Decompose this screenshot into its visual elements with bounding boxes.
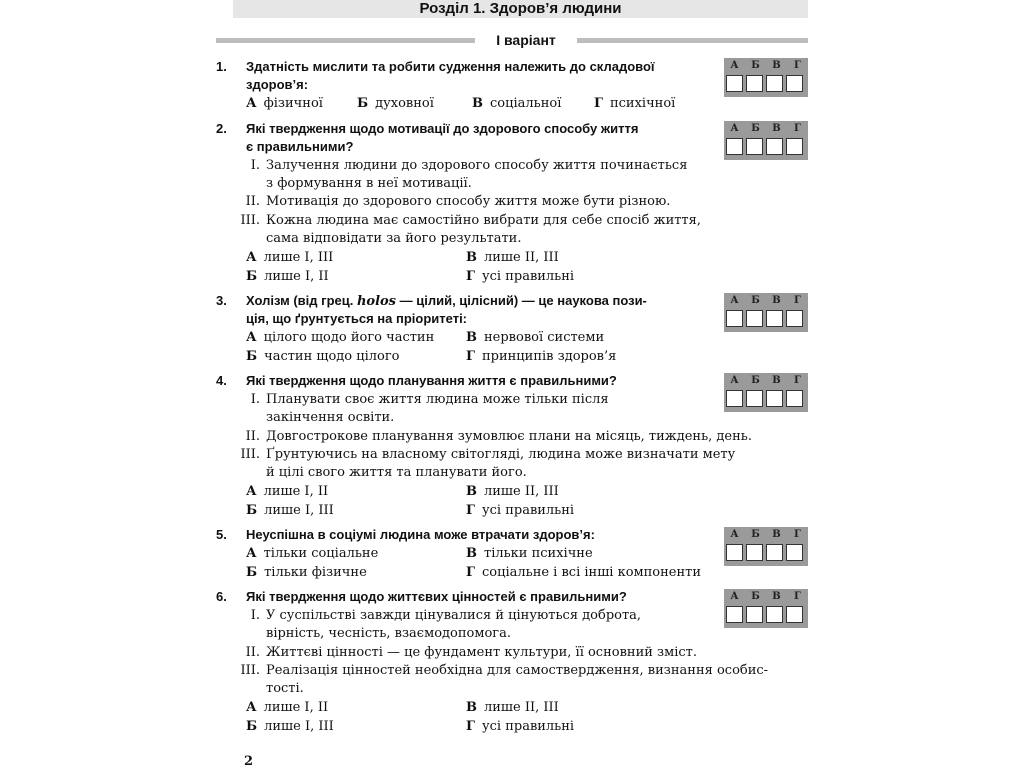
option: А фізичної [246,96,323,111]
answer-box-b[interactable] [746,310,763,327]
statement-line: тості. [266,681,304,696]
option: Г усі правильні [466,719,575,734]
statement-line: Життєві цінності — це фундамент культури, її основний зміст. [266,645,697,660]
statement-numeral: ІІІ. [240,663,260,678]
option: А цілого щодо його частин [246,330,435,345]
statement-line: Кожна людина має самостійно вибрати для себе спосіб життя, [266,213,701,228]
option: В тільки психічне [466,546,593,561]
question-number: 4. [216,373,227,388]
option: А лише І, ІІ [246,700,329,715]
answer-box-v[interactable] [766,310,783,327]
option: Б частин щодо цілого [246,349,400,364]
answer-box-g[interactable] [786,544,803,561]
answer-grid: А Б В Г [724,293,808,332]
question-number: 2. [216,121,227,136]
answer-grid: А Б В Г [724,121,808,160]
option: А лише І, ІІ [246,484,329,499]
answer-grid: А Б В Г [724,58,808,97]
option: Г усі правильні [466,269,575,284]
statement-numeral: І. [250,608,260,623]
variant-label: І варіант [475,32,577,49]
answer-box-b[interactable] [746,606,763,623]
page-number: 2 [244,754,254,769]
answer-box-a[interactable] [726,310,743,327]
statement-line: сама відповідати за його результати. [266,231,522,246]
option: В нервової системи [466,330,605,345]
question-number: 5. [216,527,227,542]
option: А лише І, ІІІ [246,250,334,265]
question-text: ція, що ґрунтується на пріоритеті: [246,311,468,326]
answer-box-a[interactable] [726,544,743,561]
option: Г соціальне і всі інші компоненти [466,565,701,580]
statement-line: Ґрунтуючись на власному світогляді, людина може визначати мету [266,447,736,462]
option: Б тільки фізичне [246,565,367,580]
option: Б духовної [357,96,434,111]
statement-numeral: ІІ. [245,194,260,209]
answer-grid: А Б В Г [724,373,808,412]
option: В лише ІІ, ІІІ [466,250,559,265]
answer-box-g[interactable] [786,138,803,155]
option: Б лише І, ІІІ [246,503,334,518]
answer-box-a[interactable] [726,390,743,407]
answer-box-v[interactable] [766,138,783,155]
statement-numeral: ІІІ. [240,447,260,462]
statement-numeral: ІІІ. [240,213,260,228]
statement-line: Реалізація цінностей необхідна для самоствердження, визнання особис- [266,663,769,678]
answer-box-v[interactable] [766,606,783,623]
answer-box-g[interactable] [786,310,803,327]
statement-line: вірність, чесність, взаємодопомога. [266,626,511,641]
answer-grid: А Б В Г [724,527,808,566]
statement-line: У суспільстві завжди цінувалися й цінуються доброта, [266,608,642,623]
question-text: Неуспішна в соціумі людина може втрачати здоров’я: [246,527,595,542]
statement-numeral: ІІ. [245,429,260,444]
answer-box-v[interactable] [766,390,783,407]
option: Г психічної [594,96,676,111]
answer-box-g[interactable] [786,606,803,623]
statement-numeral: І. [250,158,260,173]
statement-line: з формування в неї мотивації. [266,176,472,191]
question-text: Які твердження щодо життєвих цінностей є правильними? [246,589,627,604]
answer-box-g[interactable] [786,390,803,407]
answer-box-a[interactable] [726,606,743,623]
question-number: 3. [216,293,227,308]
statement-numeral: ІІ. [245,645,260,660]
answer-box-a[interactable] [726,75,743,92]
chapter-title: Розділ 1. Здоров’я людини [419,0,622,17]
question-text: є правильними? [246,139,354,154]
answer-box-b[interactable] [746,390,763,407]
statement-numeral: І. [250,392,260,407]
option: В соціальної [472,96,562,111]
option: В лише ІІ, ІІІ [466,484,559,499]
question-text: Холізм (від грец. holos — цілий, цілісний) — це наукова пози- [246,293,647,309]
question-text: здоров’я: [246,77,309,92]
question-text: Які твердження щодо планування життя є правильними? [246,373,617,388]
option: А тільки соціальне [246,546,379,561]
question-text: Які твердження щодо мотивації до здорового способу життя [246,121,639,136]
option: Б лише І, ІІ [246,269,329,284]
statement-line: й цілі свого життя та планувати його. [266,465,527,480]
answer-box-b[interactable] [746,544,763,561]
option: Г усі правильні [466,503,575,518]
answer-box-a[interactable] [726,138,743,155]
answer-box-g[interactable] [786,75,803,92]
statement-line: Довгострокове планування зумовлює плани на місяць, тиждень, день. [266,429,753,444]
question-number: 6. [216,589,227,604]
answer-box-v[interactable] [766,75,783,92]
answer-grid: А Б В Г [724,589,808,628]
option: Г принципів здоров’я [466,349,617,364]
answer-box-v[interactable] [766,544,783,561]
option: Б лише І, ІІІ [246,719,334,734]
statement-line: Мотивація до здорового способу життя може бути різною. [266,194,671,209]
question-text: Здатність мислити та робити судження належить до складової [246,59,655,74]
option: В лише ІІ, ІІІ [466,700,559,715]
answer-box-b[interactable] [746,75,763,92]
statement-line: Залучення людини до здорового способу життя починається [266,158,688,173]
question-number: 1. [216,59,227,74]
statement-line: Планувати своє життя людина може тільки після [266,392,609,407]
statement-line: закінчення освіти. [266,410,395,425]
answer-box-b[interactable] [746,138,763,155]
